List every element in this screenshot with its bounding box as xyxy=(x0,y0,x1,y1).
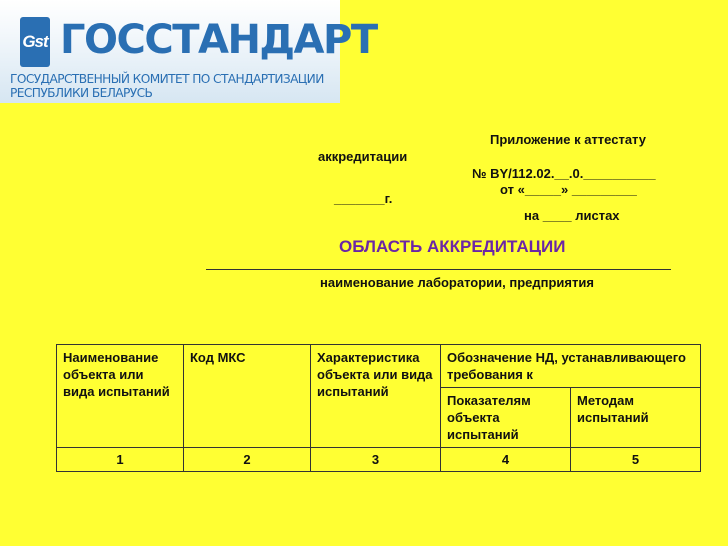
page-title: ОБЛАСТЬ АККРЕДИТАЦИИ xyxy=(339,237,566,256)
lab-name-line xyxy=(206,269,671,270)
column-number: 3 xyxy=(311,448,441,472)
gost-emblem-icon: Gst xyxy=(20,17,50,67)
header-mks-code: Код МКС xyxy=(184,345,311,448)
logo-subtitle-line-1: ГОСУДАРСТВЕННЫЙ КОМИТЕТ ПО СТАНДАРТИЗАЦИИ xyxy=(10,72,324,86)
logo-title: ГОССТАНДАРТ xyxy=(60,17,377,63)
annex-year: _______г. xyxy=(334,191,393,206)
column-number: 4 xyxy=(441,448,571,472)
header-object-name: Наименование объекта или вида испытаний xyxy=(57,345,184,448)
annex-date: от «_____» _________ xyxy=(500,182,637,197)
table-header-row xyxy=(57,345,701,388)
annex-number: № BY/112.02.__.0.__________ xyxy=(472,166,656,181)
accreditation-table xyxy=(56,344,701,472)
column-number: 5 xyxy=(571,448,701,472)
annex-sheets: на ____ листах xyxy=(524,208,620,223)
logo-subtitle-line-2: РЕСПУБЛИКИ БЕЛАРУСЬ xyxy=(10,86,153,100)
annex-line-2: аккредитации xyxy=(318,149,408,164)
column-number: 1 xyxy=(57,448,184,472)
annex-line-1: Приложение к аттестату xyxy=(490,132,646,147)
subheader-indicators: Показателям объекта испытаний xyxy=(441,388,571,448)
lab-caption: наименование лаборатории, предприятия xyxy=(320,275,594,290)
table-number-row xyxy=(57,448,701,472)
column-number: 2 xyxy=(184,448,311,472)
header-characteristic: Характеристика объекта или вида испытаний xyxy=(311,345,441,448)
gosstandart-logo xyxy=(0,0,377,103)
header-nd-designation: Обозначение НД, устанавливающего требования к xyxy=(441,345,701,388)
subheader-methods: Методам испытаний xyxy=(571,388,701,448)
logo-subtitle xyxy=(10,72,324,100)
